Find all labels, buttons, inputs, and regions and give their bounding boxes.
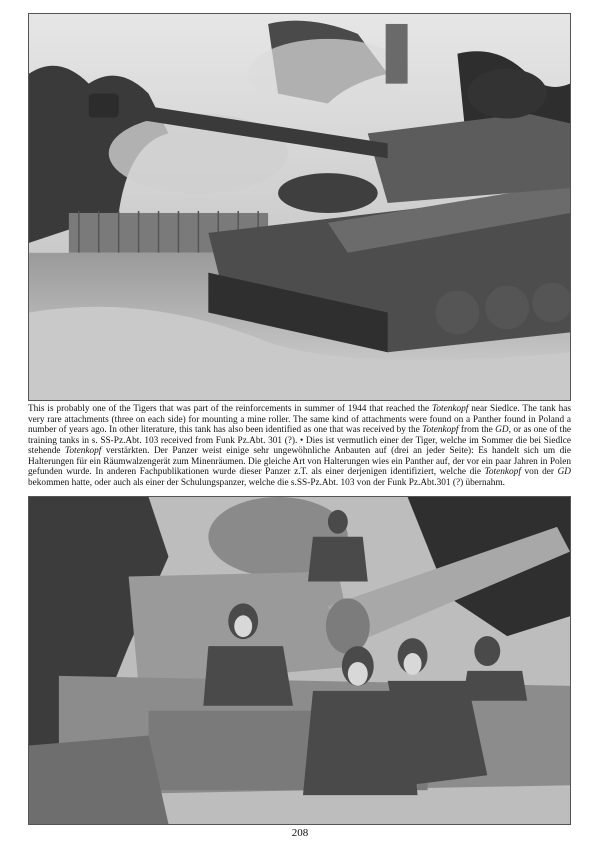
caption-text: This is probably one of the Tigers that was part of the reinforcements in summer of 1944 that reached the	[28, 404, 433, 414]
photo-caption	[28, 404, 571, 488]
caption-text: verstärkten. Der Panzer weist einige sehr ungewöhnliche Anbauten auf (drei an jeder Seite): Es handelt sich um die Halterungen für ein Räumwalzengerät zum Minenräumen. Die gleiche Art von Halterungen wies ein Panther auf, der vor ein paar Jahren in Polen gefunden wurde. In anderen Fachpublikationen wurde dieser Panzer z.T. als einer derjenigen identifiziert, welche die	[28, 446, 571, 477]
tiger-tank-image	[29, 14, 570, 400]
caption-text: near Siedlce. The tank has very rare attachments (three on each side) for mounting a mine roller. The same kind of attachments were found on a Panther found in Poland a number of years ago. In other literature, this tank has also been identified as one that was received by the	[28, 404, 571, 435]
caption-italic: GD	[557, 467, 571, 477]
caption-text: von der	[520, 467, 558, 477]
caption-italic: Totenkopf	[484, 467, 521, 477]
tank-crew-photo	[28, 496, 571, 825]
tiger-tank-photo	[28, 13, 571, 401]
caption-text: , or as one of the training tanks in s. SS-Pz.Abt. 103 received from Funk Pz.Abt. 301 (?). • Dies ist vermutlich einer der Tiger, welche im Sommer die bei Siedlce stehende	[28, 425, 571, 456]
caption-italic: Totenkopf	[65, 446, 102, 456]
caption-italic: Totenkopf	[422, 425, 459, 435]
caption-italic: GD	[495, 425, 509, 435]
caption-text: from the	[458, 425, 496, 435]
caption-text: bekommen hatte, oder auch als einer der Schulungspanzer, welche die s.SS-Pz.Abt. 103 von der Funk Pz.Abt.301 (?) übernahm.	[28, 477, 506, 488]
caption-italic: Totenkopf	[432, 404, 469, 414]
page-number: 208	[291, 827, 309, 839]
tank-crew-image	[29, 497, 570, 824]
